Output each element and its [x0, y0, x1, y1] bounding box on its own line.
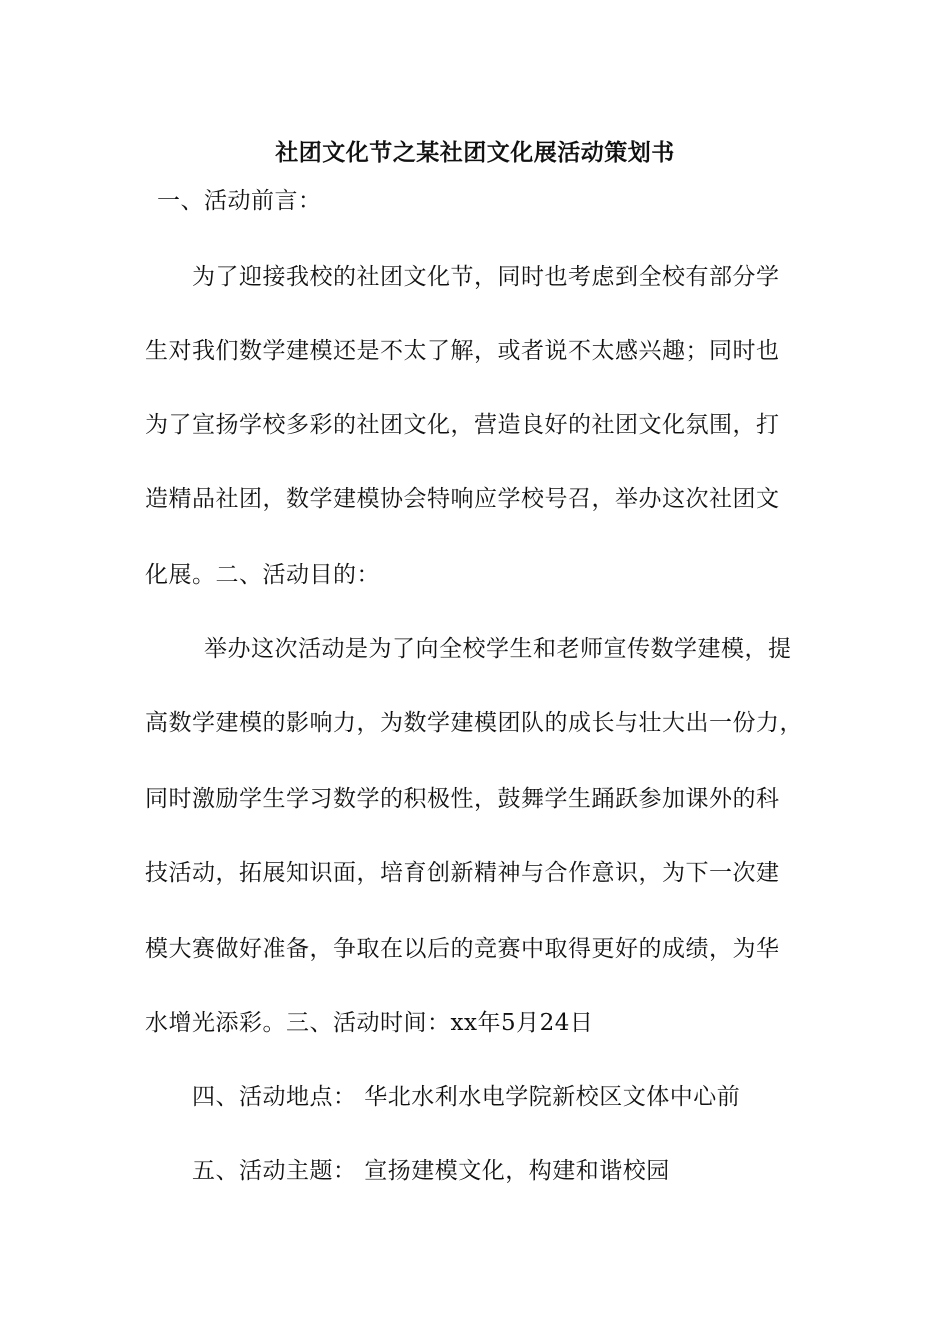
paragraph-line: 为了宣扬学校多彩的社团文化，营造良好的社团文化氛围，打 — [145, 412, 780, 438]
paragraph-line: 为了迎接我校的社团文化节，同时也考虑到全校有部分学 — [192, 264, 780, 290]
paragraph-line: 高数学建模的影响力，为数学建模团队的成长与壮大出一份力， — [145, 710, 803, 736]
section-heading-preface: 一、活动前言： — [157, 188, 322, 214]
paragraph-line: 造精品社团，数学建模协会特响应学校号召，举办这次社团文 — [145, 486, 780, 512]
paragraph-line: 技活动，拓展知识面，培育创新精神与合作意识，为下一次建 — [145, 860, 780, 886]
document-title: 社团文化节之某社团文化展活动策划书 — [275, 139, 675, 166]
paragraph-line: 举办这次活动是为了向全校学生和老师宣传数学建模，提 — [204, 636, 792, 662]
paragraph-line: 化展。二、活动目的： — [145, 562, 380, 588]
activity-theme-line: 五、活动主题： 宣扬建模文化，构建和谐校园 — [192, 1158, 670, 1184]
paragraph-line: 水增光添彩。三、活动时间：xx年5月24日 — [145, 1010, 594, 1036]
paragraph-line: 模大赛做好准备，争取在以后的竞赛中取得更好的成绩，为华 — [145, 936, 780, 962]
paragraph-line: 同时激励学生学习数学的积极性，鼓舞学生踊跃参加课外的科 — [145, 786, 780, 812]
activity-location-line: 四、活动地点： 华北水利水电学院新校区文体中心前 — [192, 1084, 741, 1110]
paragraph-line: 生对我们数学建模还是不太了解，或者说不太感兴趣；同时也 — [145, 338, 780, 364]
